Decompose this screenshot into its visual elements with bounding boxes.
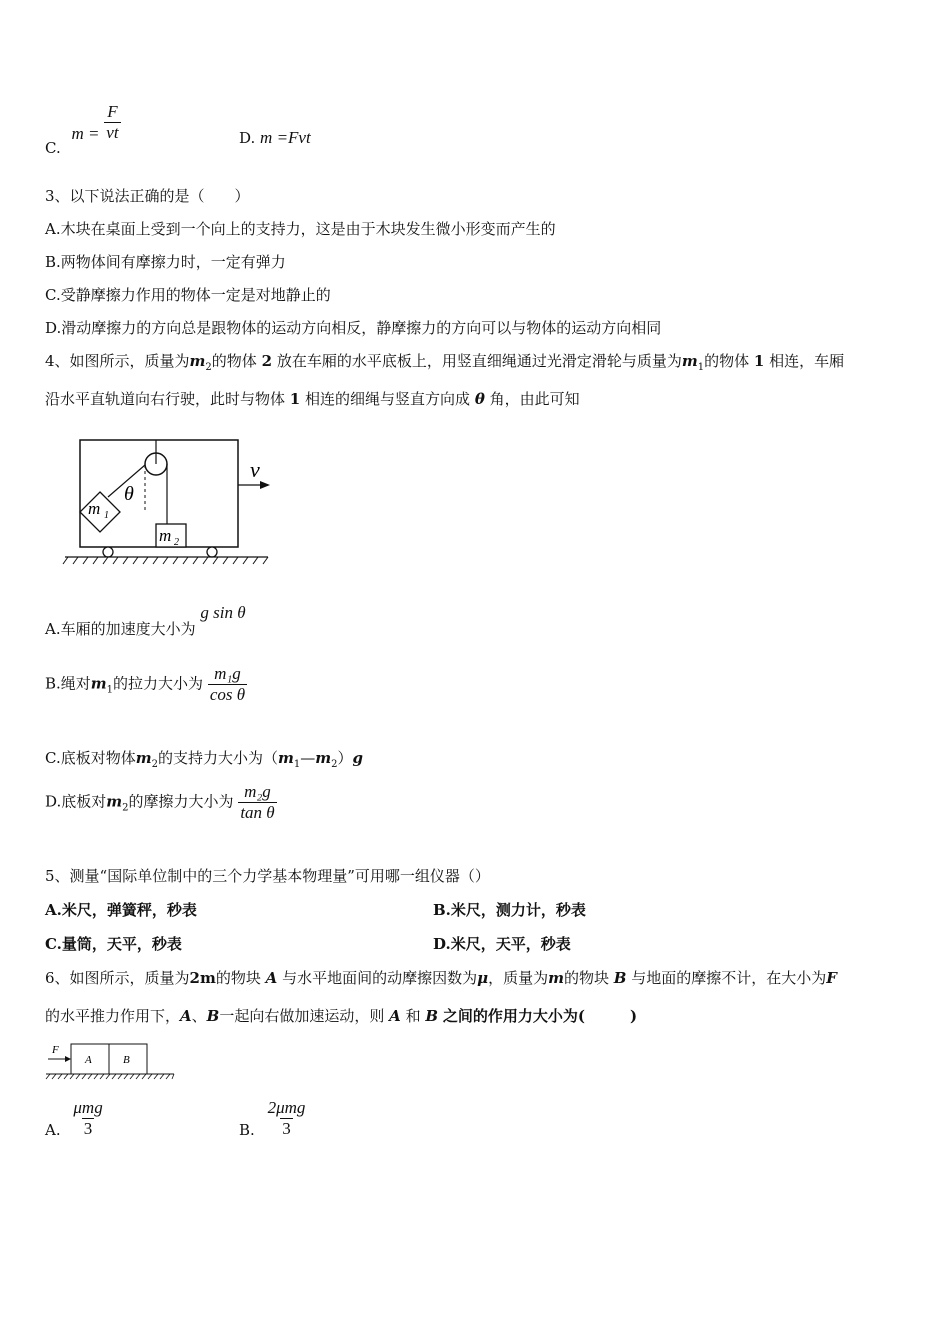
q5-stem: 5、测量“国际单位制中的三个力学基本物理量”可用哪一组仪器（） bbox=[45, 867, 490, 885]
q6-option-a: A. $\frac{\text{μmg}}{3}$ bbox=[45, 1098, 103, 1139]
wheel-right bbox=[207, 547, 217, 557]
q6-stem-line2: 的水平推力作用下，A、B一起向右做加速运动，则 A 和 B 之间的作用力大小为( ) bbox=[45, 1007, 638, 1025]
q5-option-c: C.量筒，天平，秒表 bbox=[45, 935, 182, 953]
label-theta: θ bbox=[124, 483, 134, 505]
label-f: F bbox=[52, 1044, 59, 1056]
label-m1: m bbox=[88, 499, 101, 518]
ground-hatching bbox=[46, 1074, 174, 1079]
fraction: $\frac{\text{m₁g}}{\text{cos θ}}$ bbox=[209, 664, 246, 704]
q3-option-d: D.滑动摩擦力的方向总是跟物体的运动方向相反，静摩擦力的方向可以与物体的运动方向相同 bbox=[45, 319, 662, 337]
q2-option-c: C. m = $\frac{F}{vt}$ bbox=[45, 102, 119, 157]
label-m1-sub: 1 bbox=[104, 510, 109, 521]
label-b: B bbox=[123, 1054, 130, 1066]
q4-stem-line1: 4、如图所示，质量为$m_2$的物体 2 放在车厢的水平底板上，用竖直细绳通过光滑定滑轮与质量为$m_1$的物体 1 相连，车厢 bbox=[45, 352, 845, 373]
label-m2: m bbox=[159, 526, 172, 545]
fraction: $\frac{\text{m₂g}}{\text{tan θ}}$ bbox=[240, 782, 275, 822]
q4-cart-figure bbox=[60, 432, 275, 567]
q4-option-d: D.底板对$m_2$的摩擦力大小为 $\frac{\text{m₂g}}{\text{tan θ}}$ bbox=[45, 782, 275, 822]
q6-option-b: B. $\frac{\text{2μmg}}{3}$ bbox=[239, 1098, 306, 1139]
q5-option-b: B.米尺，测力计，秒表 bbox=[433, 901, 586, 919]
q5-option-a: A.米尺，弹簧秤，秒表 bbox=[45, 901, 197, 919]
q6-blocks-figure bbox=[44, 1040, 178, 1082]
q5-option-d: D.米尺，天平，秒表 bbox=[433, 935, 571, 953]
label-m2-sub: 2 bbox=[174, 537, 179, 548]
q4-option-a: A.车厢的加速度大小为 g sin θ bbox=[45, 603, 246, 638]
velocity-arrowhead bbox=[260, 481, 270, 489]
q4-option-b: B.绳对$m_1$的拉力大小为 $\frac{\text{m₁g}}{\text{cos θ}}$ bbox=[45, 664, 246, 704]
q3-option-b: B.两物体间有摩擦力时，一定有弹力 bbox=[45, 253, 286, 271]
q2-option-d: D. m =Fvt bbox=[239, 128, 311, 147]
label-a: A bbox=[85, 1054, 92, 1066]
label-v: v bbox=[250, 457, 260, 482]
fraction: $\frac{F}{vt}$ bbox=[106, 102, 119, 142]
ground-hatching bbox=[63, 557, 268, 564]
force-arrowhead bbox=[65, 1056, 71, 1062]
q6-stem-line1: 6、如图所示，质量为2m的物块 A 与水平地面间的动摩擦因数为μ，质量为m的物块 B 与地面的摩擦不计，在大小为F bbox=[45, 969, 837, 987]
fraction: $\frac{\text{2μmg}}{3}$ bbox=[267, 1098, 306, 1138]
fraction: $\frac{\text{μmg}}{3}$ bbox=[73, 1098, 103, 1138]
wheel-left bbox=[103, 547, 113, 557]
q3-option-a: A.木块在桌面上受到一个向上的支持力，这是由于木块发生微小形变而产生的 bbox=[45, 220, 556, 238]
q3-option-c: C.受静摩擦力作用的物体一定是对地静止的 bbox=[45, 286, 331, 304]
q4-stem-line2: 沿水平直轨道向右行驶，此时与物体 1 相连的细绳与竖直方向成 θ 角，由此可知 bbox=[45, 390, 580, 408]
q3-stem: 3、以下说法正确的是（ ） bbox=[45, 187, 250, 205]
q4-option-c: C.底板对物体$m_2$的支持力大小为$(m_1—m_2)g$ bbox=[45, 749, 363, 770]
